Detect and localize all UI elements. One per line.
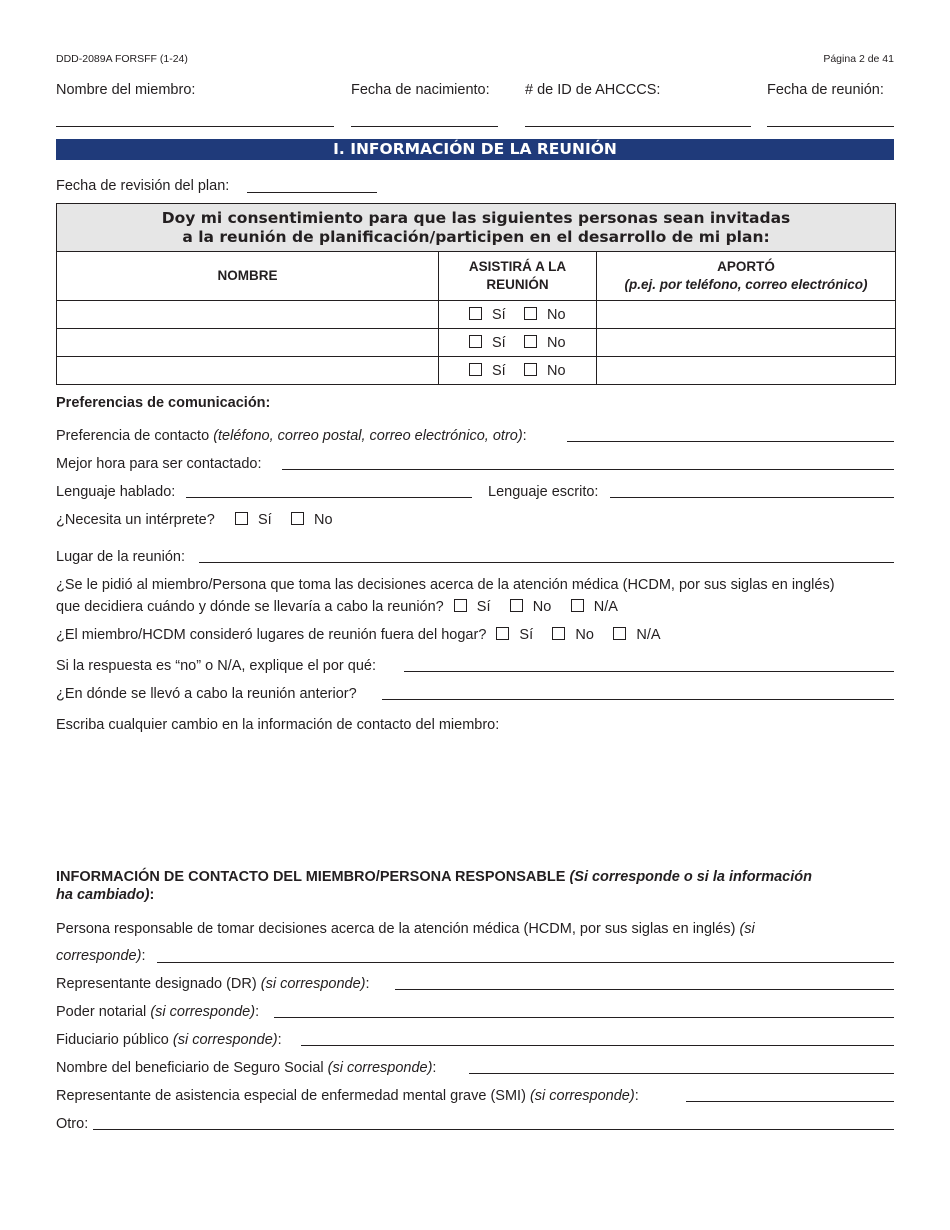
contact-preference-note: (teléfono, correo postal, correo electrónico, otro) (213, 428, 523, 444)
form-id: DDD-2089A FORSFF (1-24) (56, 53, 188, 65)
column-attend-line2: REUNIÓN (486, 277, 549, 292)
table-row (57, 357, 896, 385)
member-name-field[interactable] (56, 126, 334, 127)
spoken-language-label: Lenguaje hablado: (56, 484, 176, 500)
interpreter-options (235, 512, 333, 528)
contact-changes-area[interactable] (56, 740, 894, 850)
smi-rep-note: (si corresponde) (529, 1088, 635, 1104)
attend-yes-checkbox[interactable] (469, 307, 482, 320)
yes-label: Sí (476, 599, 491, 615)
meeting-location-field[interactable] (199, 562, 894, 563)
power-of-attorney-note: (si corresponde) (150, 1004, 256, 1020)
asked-no-checkbox[interactable] (510, 599, 523, 612)
public-fiduciary-note: (si corresponde) (172, 1032, 278, 1048)
column-attend-line1: ASISTIRÁ A LA (468, 259, 567, 274)
ahcccs-id-label: # de ID de AHCCCS: (525, 82, 661, 98)
no-label: No (547, 362, 566, 379)
ss-payee-note: (si corresponde) (327, 1060, 433, 1076)
spoken-language-field[interactable] (186, 497, 472, 498)
considered-na-checkbox[interactable] (613, 627, 626, 640)
contact-preference-text: Preferencia de contacto (56, 428, 210, 444)
contact-info-heading-note-2: ha cambiado) (56, 887, 150, 903)
name-cell[interactable] (57, 301, 439, 329)
hcdm-label-text: Persona responsable de tomar decisiones acerca de la atención médica (HCDM, por sus siglas en inglés) (56, 921, 736, 937)
designated-rep-text: Representante designado (DR) (56, 976, 257, 992)
na-label: N/A (636, 627, 661, 643)
contact-info-heading-text: INFORMACIÓN DE CONTACTO DEL MIEMBRO/PERSONA RESPONSABLE (56, 869, 566, 885)
meeting-location-label: Lugar de la reunión: (56, 549, 185, 565)
ss-payee-label: Nombre del beneficiario de Seguro Social (si corresponde): (56, 1060, 437, 1076)
asked-question-line1: ¿Se le pidió al miembro/Persona que toma las decisiones acerca de la atención médica (HCDM, por sus siglas en inglés) (56, 577, 835, 593)
smi-rep-field[interactable] (686, 1101, 894, 1102)
previous-meeting-field[interactable] (382, 699, 894, 700)
explain-field[interactable] (404, 671, 894, 672)
explain-label: Si la respuesta es “no” o N/A, explique el por qué: (56, 658, 376, 674)
column-header-attend (439, 252, 597, 301)
yes-label: Sí (492, 334, 506, 351)
no-label: No (314, 512, 333, 528)
written-language-field[interactable] (610, 497, 894, 498)
consent-table (56, 203, 896, 385)
best-time-label: Mejor hora para ser contactado: (56, 456, 262, 472)
asked-yes-checkbox[interactable] (454, 599, 467, 612)
best-time-field[interactable] (282, 469, 894, 470)
attend-no-checkbox[interactable] (524, 307, 537, 320)
no-label: No (547, 306, 566, 323)
plan-review-date-field[interactable] (247, 192, 377, 193)
column-name-label: NOMBRE (217, 268, 278, 283)
yes-label: Sí (519, 627, 534, 643)
public-fiduciary-label: Fiduciario público (si corresponde): (56, 1032, 282, 1048)
designated-rep-label: Representante designado (DR) (si corresponde): (56, 976, 370, 992)
asked-na-checkbox[interactable] (571, 599, 584, 612)
smi-rep-label: Representante de asistencia especial de enfermedad mental grave (SMI) (si corresponde): (56, 1088, 639, 1104)
smi-rep-text: Representante de asistencia especial de enfermedad mental grave (SMI) (56, 1088, 526, 1104)
considered-question-text: ¿El miembro/HCDM consideró lugares de reunión fuera del hogar? (56, 627, 487, 643)
contact-preference-field[interactable] (567, 441, 894, 442)
table-row (57, 329, 896, 357)
birth-date-field[interactable] (351, 126, 498, 127)
column-header-name (57, 252, 439, 301)
considered-no-checkbox[interactable] (552, 627, 565, 640)
interpreter-yes-checkbox[interactable] (235, 512, 248, 525)
public-fiduciary-field[interactable] (301, 1045, 894, 1046)
public-fiduciary-text: Fiduciario público (56, 1032, 169, 1048)
power-of-attorney-label: Poder notarial (si corresponde): (56, 1004, 260, 1020)
section-title: I. INFORMACIÓN DE LA REUNIÓN (56, 139, 894, 160)
contributed-cell[interactable] (597, 329, 896, 357)
hcdm-label-line1 (56, 921, 755, 937)
interpreter-no-checkbox[interactable] (291, 512, 304, 525)
table-row (57, 301, 896, 329)
consent-title-line2: a la reunión de planificación/participen en el desarrollo de mi plan: (182, 228, 770, 246)
other-field[interactable] (93, 1129, 894, 1130)
birth-date-label: Fecha de nacimiento: (351, 82, 490, 98)
attend-no-checkbox[interactable] (524, 363, 537, 376)
designated-rep-note: (si corresponde) (260, 976, 366, 992)
heading-colon: : (149, 887, 155, 903)
considered-question (56, 627, 661, 643)
no-label: No (547, 334, 566, 351)
ahcccs-id-field[interactable] (525, 126, 751, 127)
hcdm-label-line2: corresponde): (56, 948, 146, 964)
column-contributed-line2: (p.ej. por teléfono, correo electrónico) (624, 277, 868, 292)
contributed-cell[interactable] (597, 357, 896, 385)
hcdm-field[interactable] (157, 962, 894, 963)
attend-yes-checkbox[interactable] (469, 335, 482, 348)
designated-rep-field[interactable] (395, 989, 894, 990)
consent-table-title (57, 204, 896, 252)
ss-payee-text: Nombre del beneficiario de Seguro Social (56, 1060, 324, 1076)
no-label: No (575, 627, 594, 643)
hcdm-if-applicable-end: corresponde) (56, 948, 142, 964)
other-label: Otro: (56, 1116, 89, 1132)
attend-cell (439, 357, 597, 385)
meeting-date-field[interactable] (767, 126, 894, 127)
asked-question-text: que decidiera cuándo y dónde se llevaría a cabo la reunión? (56, 599, 444, 615)
plan-review-date-label: Fecha de revisión del plan: (56, 178, 230, 194)
na-label: N/A (593, 599, 618, 615)
contact-changes-label: Escriba cualquier cambio en la información de contacto del miembro: (56, 717, 500, 733)
no-label: No (532, 599, 552, 615)
previous-meeting-label: ¿En dónde se llevó a cabo la reunión anterior? (56, 686, 357, 702)
contact-preference-label: Preferencia de contacto (teléfono, correo postal, correo electrónico, otro): (56, 428, 527, 444)
attend-no-checkbox[interactable] (524, 335, 537, 348)
interpreter-question: ¿Necesita un intérprete? (56, 512, 215, 528)
communication-heading: Preferencias de comunicación: (56, 395, 271, 411)
page-number: Página 2 de 41 (823, 53, 894, 65)
yes-label: Sí (492, 362, 506, 379)
member-name-label: Nombre del miembro: (56, 82, 196, 98)
written-language-label: Lenguaje escrito: (488, 484, 599, 500)
name-cell[interactable] (57, 357, 439, 385)
name-cell[interactable] (57, 329, 439, 357)
considered-yes-checkbox[interactable] (496, 627, 509, 640)
consent-title-line1: Doy mi consentimiento para que las siguientes personas sean invitadas (161, 209, 791, 227)
column-header-contributed (597, 252, 896, 301)
meeting-date-label: Fecha de reunión: (767, 82, 884, 98)
contact-info-heading-note-1: (Si corresponde o si la información (569, 869, 812, 885)
attend-cell (439, 329, 597, 357)
attend-cell (439, 301, 597, 329)
power-of-attorney-text: Poder notarial (56, 1004, 147, 1020)
yes-label: Sí (492, 306, 506, 323)
power-of-attorney-field[interactable] (274, 1017, 894, 1018)
yes-label: Sí (258, 512, 272, 528)
hcdm-if-applicable-start: (si (739, 921, 755, 937)
attend-yes-checkbox[interactable] (469, 363, 482, 376)
column-contributed-line1: APORTÓ (717, 259, 775, 274)
contributed-cell[interactable] (597, 301, 896, 329)
contact-info-heading (56, 868, 894, 904)
ss-payee-field[interactable] (469, 1073, 894, 1074)
asked-question-line2 (56, 599, 618, 615)
